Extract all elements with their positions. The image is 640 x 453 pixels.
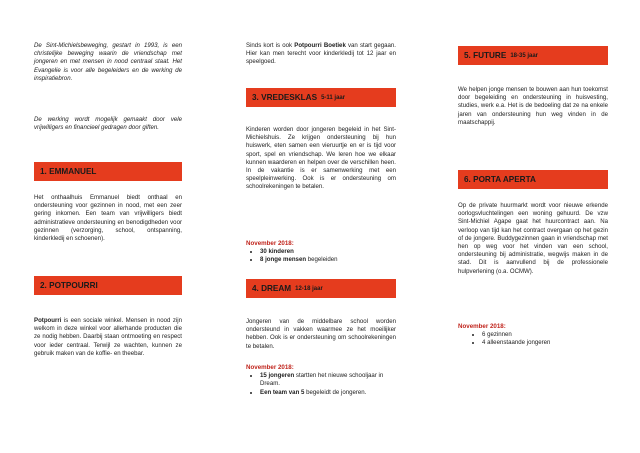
dream-stats [246,364,396,397]
vredesklas-description: Kinderen worden door jongeren begeleid in het Sint-Michielshuis. Ze krijgen ondersteuning bij hun huiswerk, eten samen een vieruurtje en er is tijd voor sport, spel en vriendschap. We leren hoe we elkaar kunnen waarderen en helpen over de verschillen heen. In de vakantie is er samenwerking met een speelpleinwerking. Ook is er ondersteuning om schoolrekeningen te betalen. [246,126,396,191]
future-description: We helpen jonge mensen te bouwen aan hun toekomst door begeleiding en ondersteuning in huisvesting, studies, werk e.a. Het is de bedoeling dat ze na enkele jaren van ondersteuning hun weg vinden in de maatschappij. [458,86,608,126]
list-item: • 15 jongeren startten het nieuwe schooljaar in Dream. [260,372,396,388]
intro-paragraph-2: De werking wordt mogelijk gemaakt door vele vrijwilligers en financieel gedragen door giften. [34,116,182,132]
porta-aperta-stats-list [458,331,608,347]
dream-description: Jongeren van de middelbare school worden ondersteund in vakken waarmee ze het moeilijker hebben. Ook is er ondersteuning om schoolrekeningen te betalen. [246,318,396,350]
section-header-vredesklas [246,88,396,107]
list-item: • 30 kinderen [260,248,396,256]
list-item: • Een team van 5 begeleidt de jongeren. [260,389,396,397]
emmanuel-description: Het onthaalhuis Emmanuel biedt onthaal en ondersteuning voor gezinnen in nood, met een zeer gering inkomen. Een team van vrijwilligers biedt administratieve ondersteuning en benodigdheden voor gezinnen (verzorging, school, ontspanning, kinderkledij en schoenen). [34,194,182,243]
boetiek-post: van start gegaan. Hier kan men terecht voor kinderkledij tot 12 jaar en speelgoed. [246,42,397,66]
section-title-vredesklas: 3. VREDESKLAS [252,93,318,102]
dream-stats-list [246,372,396,397]
porta-aperta-description: Op de private huurmarkt wordt voor nieuwe erkende oorlogsvluchtelingen een woning gehuurd. De vzw Sint-Michiel Agape gaat het huurcontract aan. Na verloop van tijd kan het contract overgaan op het gezin of de jongere. Buddygezinnen gaan in vriendschap met hen op weg voor het vinden van een school, ondersteuning bij administratie, wegwijs maken in de stad. Dit is aanvullend bij de professionele hulpverlening (o.a. OCMW). [458,202,608,275]
section-title-porta-aperta: 6. PORTA APERTA [464,175,536,184]
vredesklas-stats [246,240,396,265]
section-title-dream: 4. DREAM [252,284,292,293]
intro-paragraph-1: De Sint-Michielsbeweging, gestart in 1993, is een christelijke beweging waarin de vriendschap met jongeren en met mensen in nood centraal staat. Het Evangelie is voor alle begeleiders en de werking de inspiratiebron. [34,42,182,82]
boetiek-paragraph [246,42,396,67]
age-range-future: 18-35 jaar [510,52,539,59]
age-range-dream: 12-18 jaar [295,285,323,292]
section-title-future: 5. FUTURE [464,51,507,60]
section-header-dream [246,279,396,298]
list-item: • 8 jonge mensen begeleiden [260,256,396,264]
dream-stats-label: November 2018: [246,364,294,371]
section-title-emmanuel: 1. EMMANUEL [40,167,97,176]
potpourri-body: is een sociale winkel. Mensen in nood zijn welkom in deze winkel voor allerhande producten die ze nodig hebben. Daarbij staan ontmoeting en respect voor ieder centraal. Terwijl ze wachten, kunnen ze gebruik maken van de koffie- en theebar. [34,317,182,357]
vredesklas-stats-label: November 2018: [246,240,294,247]
list-item: • 4 alleenstaande jongeren [482,339,608,347]
section-title-potpourri: 2. POTPOURRI [40,281,98,290]
porta-aperta-stats [458,323,608,348]
section-header-future [458,46,608,65]
boetiek-name: Potpourri Boetiek [294,42,346,49]
section-header-emmanuel [34,162,182,181]
potpourri-description [34,317,182,358]
list-item: • 6 gezinnen [482,331,608,339]
section-header-potpourri [34,276,182,295]
section-header-porta-aperta [458,170,608,189]
porta-aperta-stats-label: November 2018: [458,323,506,330]
boetiek-pre: Sinds kort is ook [246,42,295,49]
potpourri-lead: Potpourri [34,317,62,324]
age-range-vredesklas: 5-11 jaar [321,94,346,101]
vredesklas-stats-list [246,248,396,264]
